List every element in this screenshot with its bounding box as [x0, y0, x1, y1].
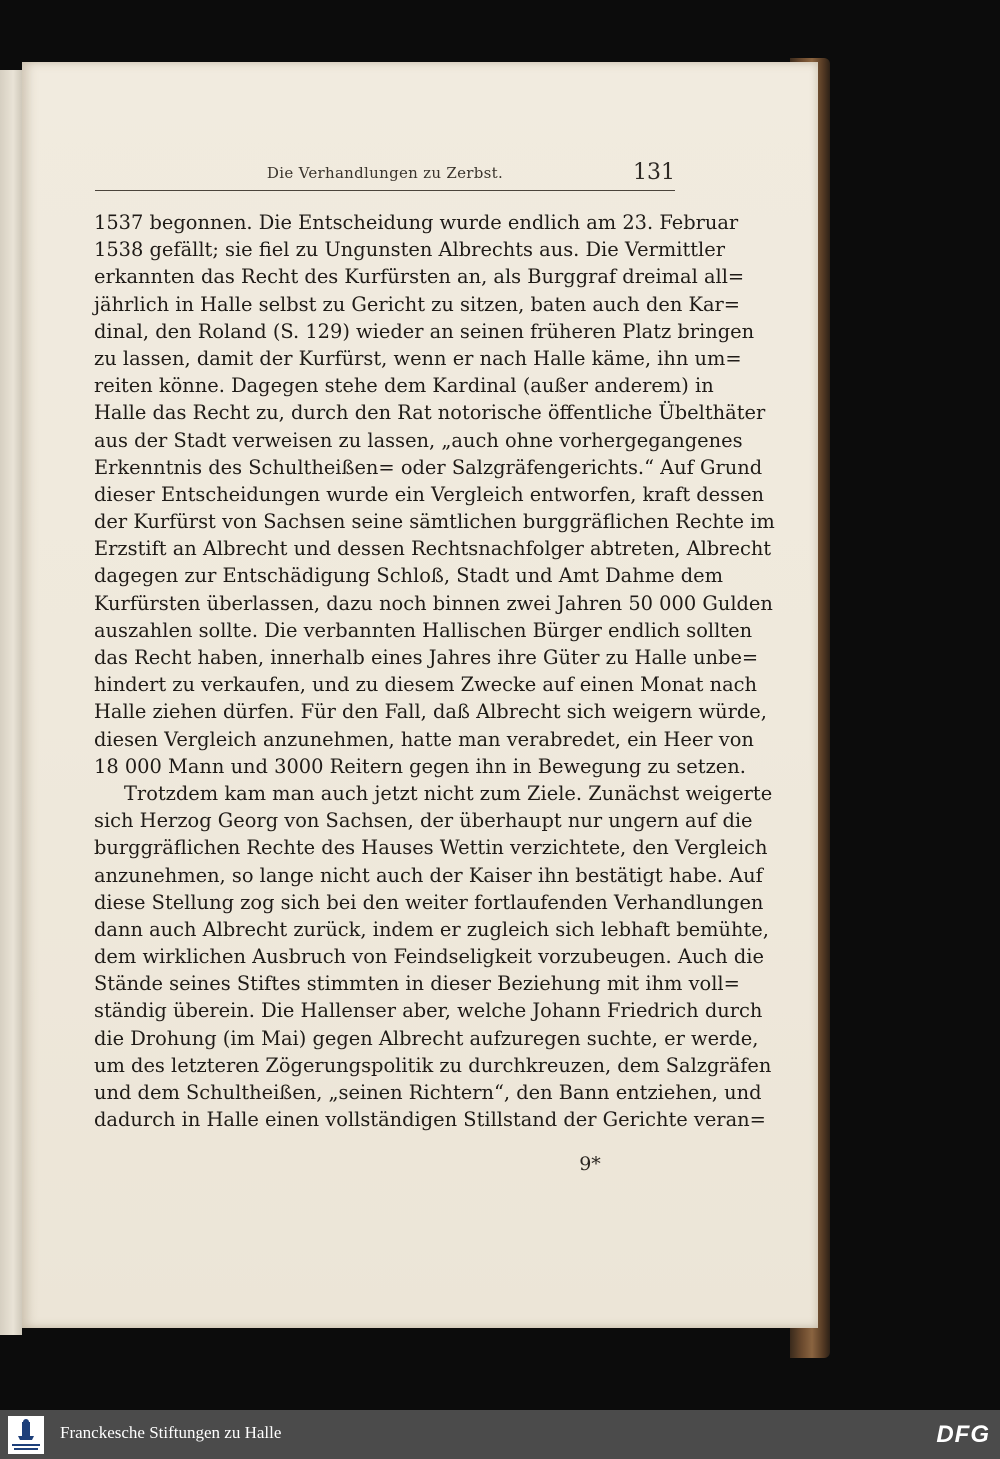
text-line: Erzstift an Albrecht und dessen Rechtsnachfolger abtreten, Albrecht: [94, 537, 772, 561]
text-line: und dem Schultheißen, „seinen Richtern“, den Bann entziehen, und: [94, 1081, 762, 1104]
signature-mark: 9*: [579, 1153, 601, 1175]
text-line: hindert zu verkaufen, und zu diesem Zwecke auf einen Monat nach: [94, 673, 758, 697]
text-line: sich Herzog Georg von Sachsen, der überhaupt nur ungern auf die: [94, 809, 753, 833]
text-line: dinal, den Roland (S. 129) wieder an seinen früheren Platz bringen: [94, 319, 755, 343]
text-line: Kurfürsten überlassen, dazu noch binnen zwei Jahren 50 000 Gulden: [94, 591, 773, 615]
text-line: der Kurfürst von Sachsen seine sämtlichen burggräflichen Rechte im: [94, 510, 775, 534]
text-line: Erkenntnis des Schultheißen= oder Salzgräfengerichts.“ Auf Grund: [94, 455, 763, 479]
text-line: Halle das Recht zu, durch den Rat notorische öffentliche Übelthäter: [94, 401, 766, 425]
text-line: dagegen zur Entschädigung Schloß, Stadt und Amt Dahme dem: [94, 564, 724, 588]
text-line: um des letzteren Zögerungspolitik zu durchkreuzen, dem Salzgräfen: [94, 1053, 772, 1077]
text-line: diesen Vergleich anzunehmen, hatte man verabredet, ein Heer von: [94, 727, 754, 751]
text-line: Trotzdem kam man auch jetzt nicht zum Ziele. Zunächst weigerte: [124, 781, 773, 805]
text-line: reiten könne. Dagegen stehe dem Kardinal (außer anderem) in: [94, 374, 714, 398]
text-line: dadurch in Halle einen vollständigen Stillstand der Gerichte veran=: [94, 1108, 766, 1132]
footer-bar: [0, 1410, 1000, 1459]
running-title: Die Verhandlungen zu Zerbst.: [266, 164, 504, 182]
text-line: anzunehmen, so lange nicht auch der Kaiser ihn bestätigt habe. Auf: [94, 863, 763, 887]
francke-logo-icon: [8, 1416, 44, 1454]
text-line: ständig überein. Die Hallenser aber, welche Johann Friedrich durch: [94, 999, 763, 1023]
dfg-logo-icon: DFG: [936, 1421, 990, 1448]
text-line: diese Stellung zog sich bei den weiter fortlaufenden Verhandlungen: [94, 890, 764, 914]
text-line: 1538 gefällt; sie fiel zu Ungunsten Albrechts aus. Die Vermittler: [94, 238, 725, 262]
text-line: die Drohung (im Mai) gegen Albrecht aufzuregen suchte, er werde,: [94, 1026, 759, 1050]
institution-name[interactable]: Franckesche Stiftungen zu Halle: [60, 1423, 282, 1442]
text-line: jährlich in Halle selbst zu Gericht zu sitzen, baten auch den Kar=: [94, 292, 741, 316]
body-text: [94, 209, 775, 1133]
page-header: [95, 160, 675, 190]
facing-page-edge: [0, 70, 22, 1335]
text-line: dann auch Albrecht zurück, indem er zugleich sich lebhaft bemühte,: [94, 917, 769, 941]
page-number: 131: [633, 160, 675, 185]
text-line: erkannten das Recht des Kurfürsten an, als Burggraf dreimal all=: [94, 265, 745, 289]
text-line: aus der Stadt verweisen zu lassen, „auch ohne vorhergegangenes: [94, 428, 743, 452]
text-line: das Recht haben, innerhalb eines Jahres ihre Güter zu Halle unbe=: [94, 646, 759, 669]
text-line: dem wirklichen Ausbruch von Feindseligkeit vorzubeugen. Auch die: [94, 945, 764, 969]
text-line: 1537 begonnen. Die Entscheidung wurde endlich am 23. Februar: [94, 211, 739, 234]
header-rule: [95, 190, 675, 191]
text-line: dieser Entscheidungen wurde ein Vergleich entworfen, kraft dessen: [94, 482, 765, 506]
text-line: auszahlen sollte. Die verbannten Hallischen Bürger endlich sollten: [94, 618, 753, 642]
text-line: 18 000 Mann und 3000 Reitern gegen ihn in Bewegung zu setzen.: [94, 754, 746, 778]
text-line: Stände seines Stiftes stimmten in dieser Beziehung mit ihm voll=: [94, 972, 740, 996]
text-line: burggräflichen Rechte des Hauses Wettin verzichtete, den Vergleich: [94, 836, 768, 860]
text-line: zu lassen, damit der Kurfürst, wenn er nach Halle käme, ihn um=: [94, 346, 742, 370]
text-line: Halle ziehen dürfen. Für den Fall, daß Albrecht sich weigern würde,: [94, 700, 767, 724]
